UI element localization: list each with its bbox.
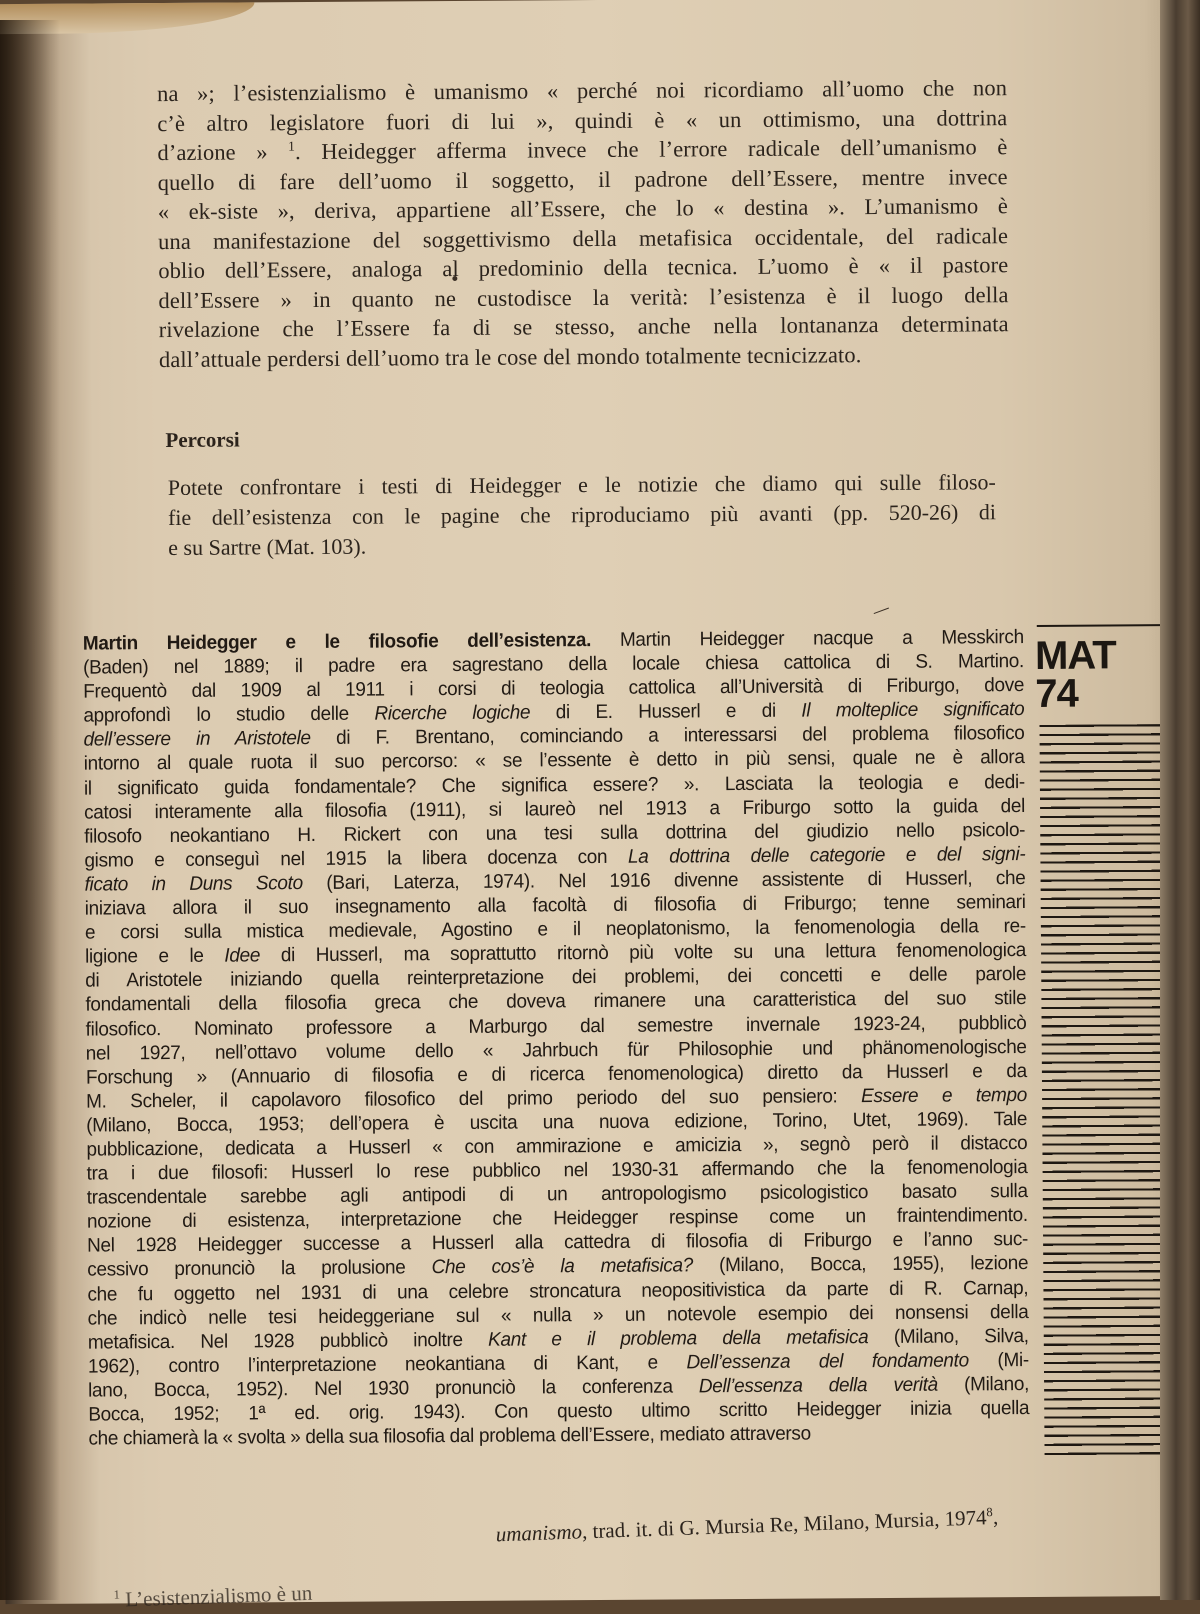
book-gutter-shadow [0,20,60,1600]
mat-top-rule [1037,624,1177,627]
footnote [105,1502,1054,1612]
text-line: lano, Bocca, 1952). Nel 1930 pronunciò la conferenza Dell’essenza della verità (Milano, [88,1372,1030,1402]
text-line: 1962), contro l’interpretazione neokantiana di Kant, e Dell’essenza del fondamento (Mi- [87,1348,1029,1378]
text-line: trascendentale sarebbe agli antipodi di un antropologismo psicologistico basato sulla [86,1180,1028,1209]
upper-paragraph [157,73,1009,374]
text-line: Nel 1928 Heidegger successe a Husserl alla cattedra di filosofia di Friburgo e l’anno suc- [87,1228,1029,1257]
text-line: dall’attuale perdersi dell’uomo tra le cose del mondo totalmente tecnicizzato. [158,341,862,372]
page-stack-edge [1160,0,1200,1600]
text-line: tra i due filosofi: Husserl lo rese pubblico nel 1930-31 affermando che la fenomenologia [86,1156,1028,1185]
text-line: fondamentali della filosofia greca che doveva rimanere una caratteristica del suo stile [85,987,1027,1017]
text-line: metafisica. Nel 1928 pubblicò inoltre Kant e il problema della metafisica (Milano, Silva, [87,1324,1029,1354]
text-line: filosofico. Nominato professore a Marburgo dal semestre invernale 1923-24, pubblicò [85,1011,1027,1041]
footnote-start: $^1$ L’esistenzialismo è un [113,1580,313,1612]
text-line: intorno al quale ruota il suo percorso: « se l’essente è detto in più sensi, quale ne è allora [83,746,1025,776]
text-line: e su Sartre (Mat. 103). [168,533,367,561]
text-line-with-footnote: d’azione » $^1$. Heidegger afferma invece che l’errore radicale dell’umanismo è [157,134,1008,166]
text-line: il significato guida fondamentale? Che significa essere? ». Lasciata la teologia e dedi- [83,770,1025,800]
text-line: di Aristotele iniziando quella reinterpretazione dei problemi, dei concetti e delle parole [85,963,1027,992]
text-line: gismo e conseguì nel 1915 la libera docenza con La dottrina delle categorie e del signi- [84,842,1026,872]
text-line: (Baden) nel 1889; il padre era sagrestano della locale chiesa cattolica di S. Martino. [82,650,1025,679]
text-line: ligione e le Idee di Husserl, ma soprattutto ritornò più volte su una lettura fenomenologica [85,939,1027,968]
footnote-marker: 1 [288,138,296,154]
text-line: che indicò nelle tesi heideggeriane sul « nulla » un notevole esempio dei nonsensi della [87,1300,1029,1330]
footnote-citation: umanismo, trad. it. di G. Mursia Re, Milano, Mursia, 1974$^8$, [495,1504,999,1547]
mat-label: MAT [1034,633,1116,678]
text-line: dell’Essere » in quanto ne custodisce la verità: l’esistenza è il luogo della [158,281,1009,313]
percorsi-paragraph [168,467,997,563]
text-line: fie dell’esistenza con le pagine che riproduciamo più avanti (pp. 520-26) di [167,499,997,531]
text-line: nozione di esistenza, interpretazione che Heidegger respinse come un fraintendimento. [86,1204,1028,1233]
text-line: e corsi sulla mistica medievale, Agostino e il neoplatonismo, la fenomenologia della re- [84,915,1026,944]
section-heading-percorsi: Percorsi [165,427,240,453]
text-line: M. Scheler, il capolavoro filosofico del primo periodo del suo pensiero: Essere e tempo [86,1083,1028,1113]
text-line: pubblicazione, dedicata a Husserl « con ammirazione e amicizia », segnò però il distacco [86,1131,1028,1161]
text-line: catosi interamente alla filosofia (1911), si laureò nel 1913 a Friburgo sotto la guida del [83,794,1026,824]
text-line: c’è altro legislatore fuori di lui », quindi è « un ottimismo, una dottrina [157,104,1008,136]
biography-paragraph [82,625,1030,1451]
text-line: oblio dell’Essere, analoga al predominio della tecnica. L’uomo è « il pastore [158,252,1009,284]
paragraph-heading: Martin Heidegger e le filosofie dell’esistenza. [82,628,620,655]
text-line: ficato in Duns Scoto (Bari, Laterza, 1974). Nel 1916 divenne assistente di Husserl, che [84,866,1026,896]
text-line: dell’essere in Aristotele di F. Brentano, cominciando a interessarsi del problema filosofico [83,722,1025,751]
text-line: che fu oggetto nel 1931 di una celebre stroncatura neopositivistica da parte di R. Carnap, [87,1276,1029,1306]
text-line: Potete confrontare i testi di Heidegger e le notizie che diamo qui sulle filoso- [167,469,996,501]
text-line: Frequentò dal 1909 al 1911 i corsi di teologia cattolica all’Università di Friburgo, dove [83,674,1025,703]
text-line: Bocca, 1952; 1ª ed. orig. 1943). Con questo ultimo scritto Heidegger inizia quella [88,1397,1030,1426]
text-line: Forschung » (Annuario di filosofia e di ricerca fenomenologica) diretto da Husserl e da [85,1059,1027,1089]
mat-label-block [1034,633,1116,716]
text-line: che chiamerà la « svolta » della sua filosofia dal problema dell’Essere, mediato attraverso [88,1422,811,1450]
text-line: una manifestazione del soggettivismo della metafisica occidentale, del radicale [157,222,1009,254]
pencil-mark [874,608,892,622]
text-line: iniziava allora il suo insegnamento alla facoltà di filosofia di Friburgo; tenne seminari [84,891,1026,920]
text-line: rivelazione che l’Essere fa di se stesso, anche nella lontananza determinata [158,311,1009,343]
text-line: nel 1927, nell’ottavo volume dello « Jahrbuch für Philosophie und phänomenologische [85,1035,1027,1065]
text-line: cessivo pronunciò la prolusione Che cos’è la metafisica? (Milano, Bocca, 1955), lezione [87,1252,1029,1282]
text-line: na »; l’esistenzialismo è umanismo « perché noi ricordiamo all’uomo che non [156,75,1008,107]
mat-number: 74 [1035,671,1078,716]
text-line: approfondì lo studio delle Ricerche logiche di E. Husserl e di Il molteplice significato [83,698,1025,727]
text-line: (Milano, Bocca, 1953; dell’opera è uscita una nuova edizione, Torino, Utet, 1969). Tale [86,1107,1028,1137]
text-line: « ek-siste », deriva, appartiene all’Essere, che lo « destina ». L’umanismo è [157,193,1008,225]
text-line: quello di fare dell’uomo il soggetto, il padrone dell’Essere, mentre invece [157,163,1008,195]
text-line: Martin Heidegger e le filosofie dell’esistenza. Martin Heidegger nacque a Messkirch [82,626,1024,655]
text-line: filosofo neokantiano H. Rickert con una tesi sulla dottrina del giudizio nello psicolo- [84,818,1026,848]
